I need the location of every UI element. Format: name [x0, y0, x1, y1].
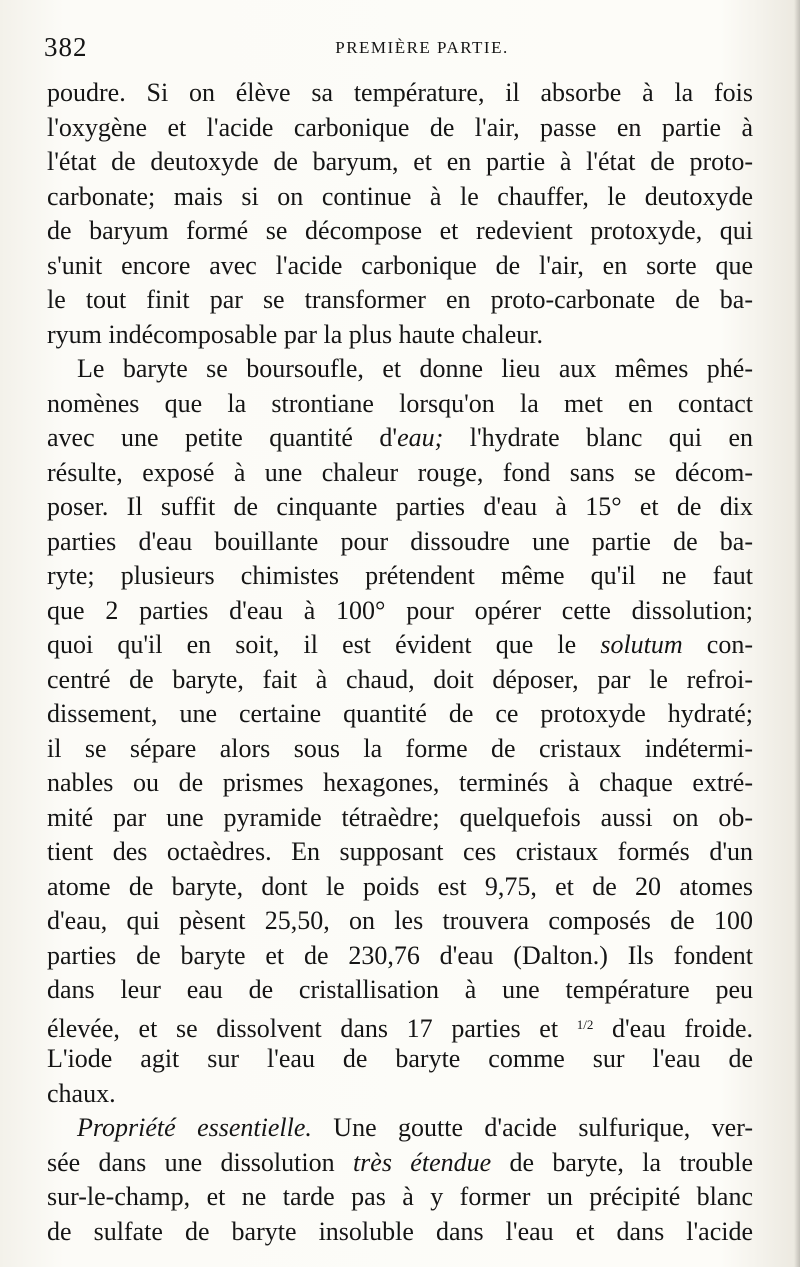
text-line: ryum indécomposable par la plus haute chaleur. [47, 319, 544, 349]
text-line: le tout finit par se transformer en proto-carbonate de ba- [47, 285, 753, 314]
text-segment: con- [682, 630, 754, 659]
text-segment: Une goutte d'acide sulfurique, ver- [311, 1113, 753, 1142]
page-number: 382 [44, 32, 88, 62]
fraction: 1/2 [576, 1016, 594, 1032]
text-line: tient des octaèdres. En supposant ces cristaux formés d'un [47, 837, 753, 866]
text-line: poser. Il suffit de cinquante parties d'eau à 15° et de dix [47, 492, 753, 521]
text-line: centré de baryte, fait à chaud, doit déposer, par le refroi- [47, 664, 753, 694]
text-line: poudre. Si on élève sa température, il absorbe à la fois [47, 78, 753, 107]
text-line: il se sépare alors sous la forme de cristaux indétermi- [47, 733, 753, 763]
text-line [47, 1008, 753, 1043]
text-line: carbonate; mais si on continue à le chauffer, le deutoxyde [47, 181, 753, 211]
text-line: de baryum formé se décompose et redevient protoxyde, qui [47, 216, 753, 245]
text-line: atome de baryte, dont le poids est 9,75, et de 20 atomes [47, 871, 753, 901]
text-segment: l'hydrate blanc qui en [443, 423, 753, 452]
italic-word: eau; [397, 423, 444, 452]
text-line: nomènes que la strontiane lorsqu'on la met en contact [47, 388, 753, 418]
text-segment: élevée, et se dissolvent dans 17 parties et [47, 1013, 577, 1043]
text-segment: avec une petite quantité d' [47, 423, 398, 452]
page-header [44, 30, 764, 70]
text-segment: d'eau froide. [593, 1013, 753, 1043]
text-line: parties d'eau bouillante pour dissoudre une partie de ba- [47, 526, 753, 556]
text-line: s'unit encore avec l'acide carbonique de l'air, en sorte que [47, 250, 753, 280]
text-line: que 2 parties d'eau à 100° pour opérer cette dissolution; [47, 595, 753, 625]
text-line: l'oxygène et l'acide carbonique de l'air, passe en partie à [47, 112, 753, 142]
italic-phrase: très étendue [352, 1147, 492, 1177]
text-line: ryte; plusieurs chimistes prétendent même qu'il ne faut [47, 561, 753, 590]
text-line [47, 421, 753, 456]
page-edge-shadow [794, 0, 800, 1267]
italic-word: solutum [600, 630, 683, 659]
text-line: de sulfate de baryte insoluble dans l'eau et dans l'acide [47, 1216, 753, 1246]
text-segment: de baryte, la trouble [491, 1147, 753, 1177]
text-line: dans leur eau de cristallisation à une température peu [47, 975, 753, 1004]
text-line [47, 628, 753, 663]
text-line: chaux. [47, 1078, 116, 1108]
text-line: mité par une pyramide tétraèdre; quelquefois aussi on ob- [47, 802, 753, 832]
text-segment: quoi qu'il en soit, il est évident que le [47, 630, 601, 659]
text-line: d'eau, qui pèsent 25,50, on les trouvera composés de 100 [47, 906, 753, 935]
italic-heading: Propriété essentielle. [77, 1113, 312, 1142]
text-line: l'état de deutoxyde de baryum, et en partie à l'état de proto- [47, 147, 753, 176]
text-line [47, 1111, 753, 1146]
text-line: Le baryte se boursoufle, et donne lieu aux mêmes phé- [77, 354, 753, 383]
text-line: sur-le-champ, et ne tarde pas à y former un précipité blanc [47, 1182, 753, 1211]
text-line: dissement, une certaine quantité de ce protoxyde hydraté; [47, 699, 753, 728]
running-title: PREMIÈRE PARTIE. [335, 38, 509, 57]
text-segment: sée dans une dissolution [47, 1147, 353, 1177]
text-line: résulte, exposé à une chaleur rouge, fond sans se décom- [47, 457, 753, 487]
body-text [47, 76, 753, 1249]
text-line: nables ou de prismes hexagones, terminés à chaque extré- [47, 768, 753, 797]
text-line: parties de baryte et de 230,76 d'eau (Dalton.) Ils fondent [47, 940, 753, 970]
text-line [47, 1146, 753, 1181]
text-line: L'iode agit sur l'eau de baryte comme sur l'eau de [47, 1044, 753, 1073]
